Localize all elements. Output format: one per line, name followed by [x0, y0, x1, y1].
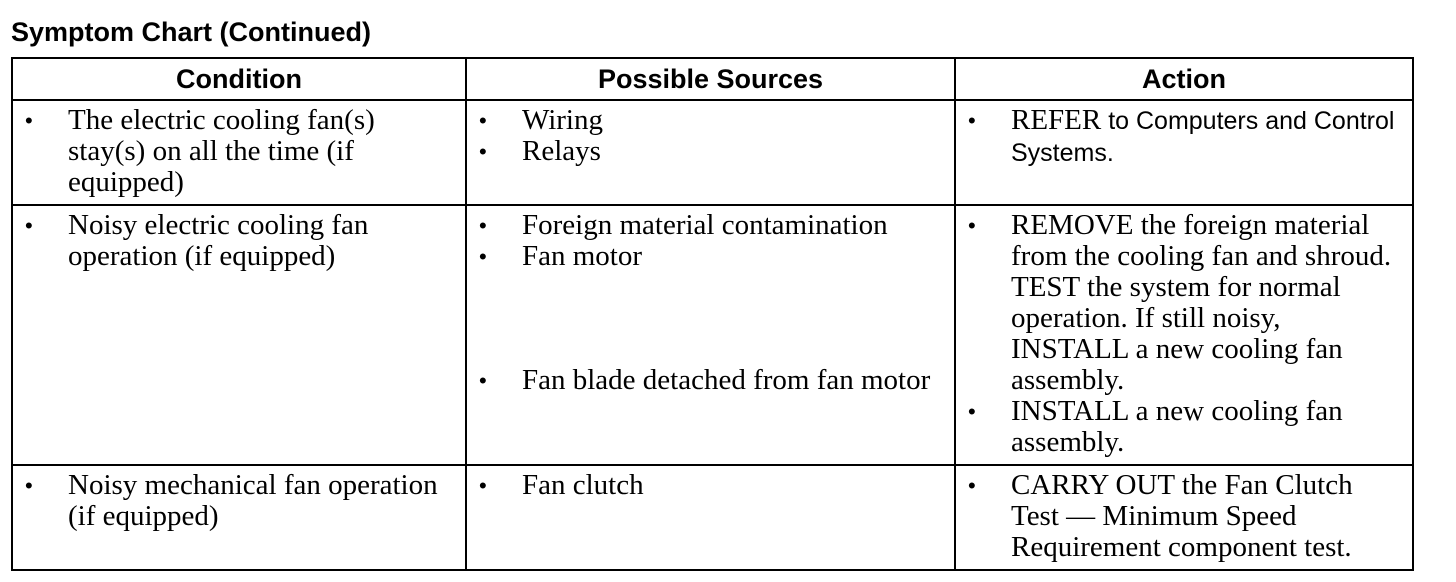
source-item: • Relays	[479, 135, 601, 167]
bullet-icon: •	[479, 368, 487, 393]
header-condition: Condition	[12, 58, 466, 100]
action-item: • CARRY OUT the Fan Clutch Test — Minimum Speed Requirement component test.	[968, 469, 1353, 563]
sources-cell	[466, 465, 955, 570]
bullet-icon: •	[25, 213, 33, 238]
action-item: • REMOVE the foreign material from the cooling fan and shroud. TEST the system for normal operation. If still noisy, INSTALL a new cooling fan assembly.	[968, 209, 1392, 396]
bullet-icon: •	[25, 108, 33, 133]
header-row	[12, 58, 1413, 100]
action-cell	[955, 100, 1413, 205]
bullet-icon: •	[968, 213, 976, 238]
condition-cell	[12, 100, 466, 205]
bullet-icon: •	[479, 213, 487, 238]
bullet-icon: •	[479, 139, 487, 164]
source-item: • Wiring	[479, 104, 603, 136]
bullet-icon: •	[968, 473, 976, 498]
page-title: Symptom Chart (Continued)	[11, 17, 371, 47]
action-cell	[955, 465, 1413, 570]
condition-cell	[12, 205, 466, 465]
condition-item: • Noisy mechanical fan operation (if equipped)	[25, 469, 438, 532]
bullet-icon: •	[968, 399, 976, 424]
bullet-icon: •	[479, 473, 487, 498]
header-possible-sources: Possible Sources	[466, 58, 955, 100]
action-item: • REFER to Computers and Control Systems.	[968, 104, 1395, 167]
symptom-chart-table	[11, 57, 1414, 571]
table-row	[12, 100, 1413, 205]
condition-item: • Noisy electric cooling fan operation (if equipped)	[25, 209, 369, 272]
sources-cell	[466, 205, 955, 465]
condition-cell	[12, 465, 466, 570]
header-action: Action	[955, 58, 1413, 100]
source-item: • Fan motor	[479, 240, 643, 272]
bullet-icon: •	[25, 473, 33, 498]
condition-item: • The electric cooling fan(s) stay(s) on all the time (if equipped)	[25, 104, 375, 198]
table-row	[12, 205, 1413, 465]
bullet-icon: •	[968, 108, 976, 133]
source-item: • Fan blade detached from fan motor	[479, 364, 931, 396]
action-cell	[955, 205, 1413, 465]
sources-cell	[466, 100, 955, 205]
table-row	[12, 465, 1413, 570]
bullet-icon: •	[479, 244, 487, 269]
source-item: • Fan clutch	[479, 469, 644, 501]
bullet-icon: •	[479, 108, 487, 133]
action-item: • INSTALL a new cooling fan assembly.	[968, 395, 1343, 458]
source-item: • Foreign material contamination	[479, 209, 888, 241]
